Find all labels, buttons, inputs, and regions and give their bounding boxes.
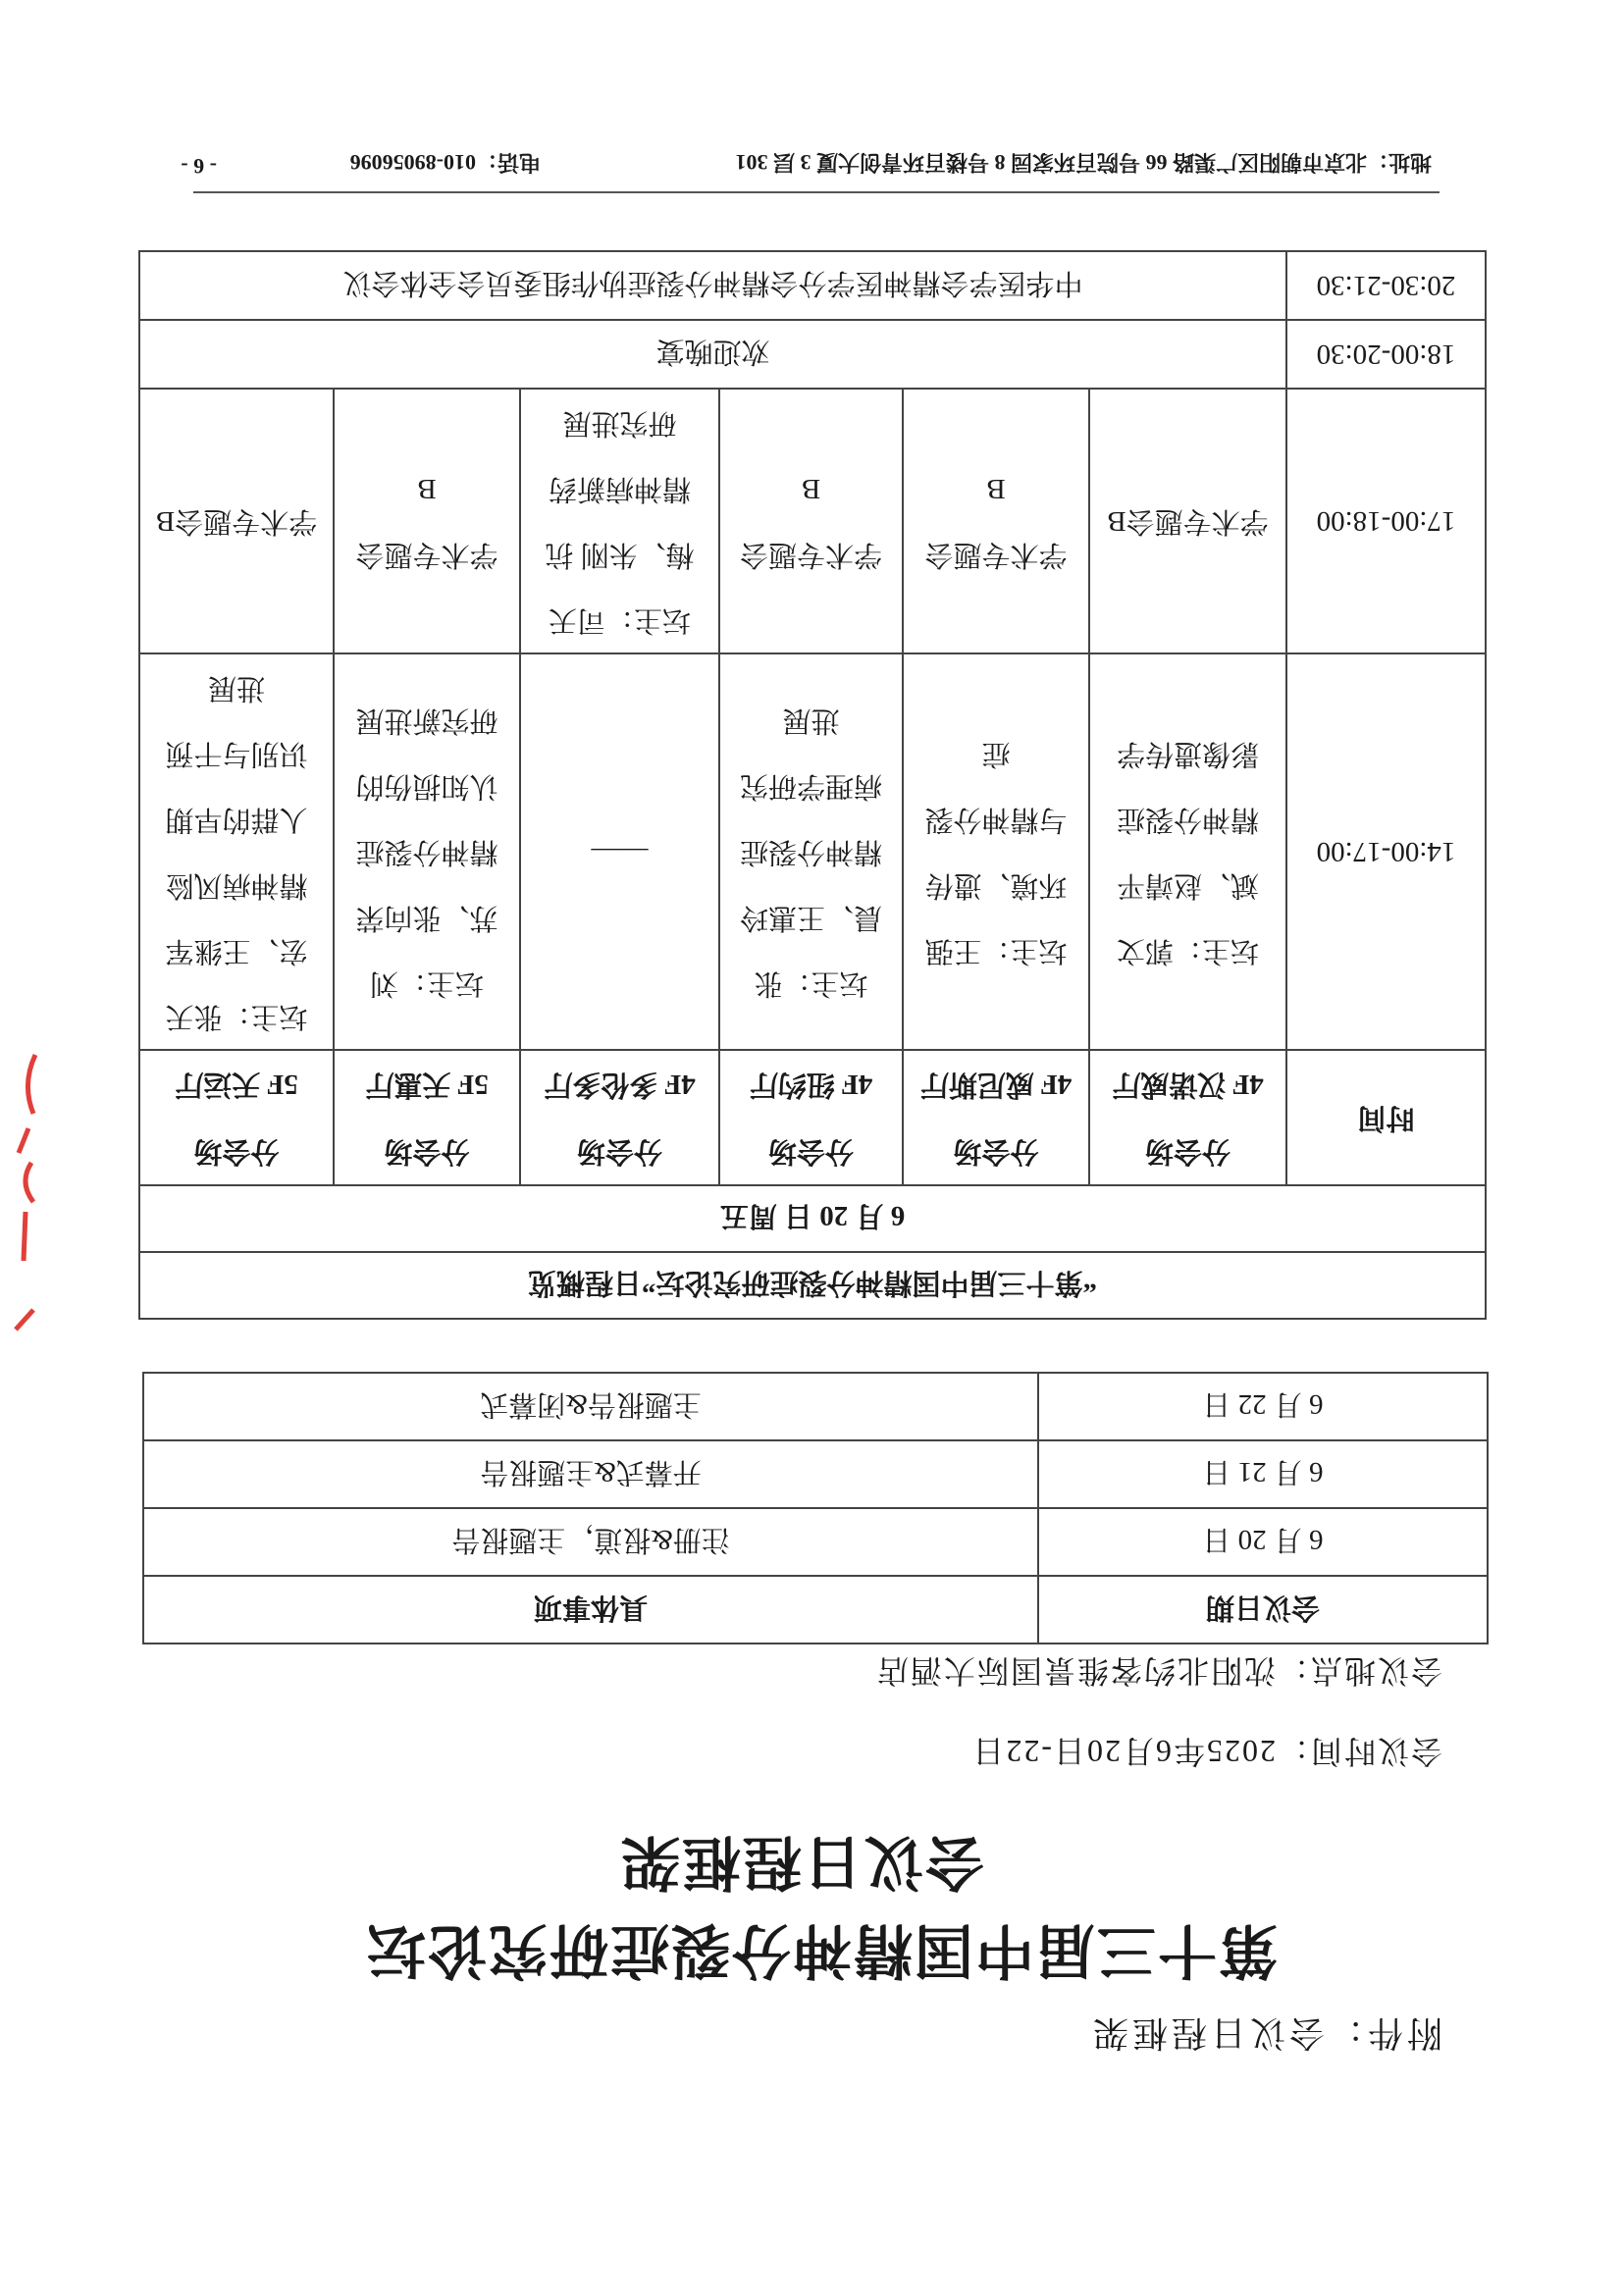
venue-header: 分会场 4F 汉诺威厅 <box>1089 1050 1286 1185</box>
item-cell: 主题报告&闭幕式 <box>143 1373 1038 1440</box>
footer-address: 地址：北京市朝阳区广渠路 66 号院百环家园 8 号楼百环青创大厦 3 层 301 <box>735 150 1432 175</box>
time-header: 时间 <box>1286 1050 1486 1185</box>
page-number: - 6 - <box>181 154 217 179</box>
table-row <box>143 1373 1488 1440</box>
event-cell: 中华医学会精神医学分会精神分裂症协作组委员会全体会议 <box>139 251 1286 320</box>
time-cell: 14:00-17:00 <box>1286 653 1486 1050</box>
schedule-row <box>139 251 1486 320</box>
venue-header: 分会场 4F 多伦多厅 <box>520 1050 719 1185</box>
session-cell: 学术专题会B <box>1089 389 1286 653</box>
session-cell: 坛主：郭文斌、赵靖平 精神分裂症影像遗传学 <box>1089 653 1286 1050</box>
document-title: 第十三届中国精神分裂症研究论坛 <box>365 1915 1278 1984</box>
session-cell: 学术专题会B <box>139 389 334 653</box>
schedule-table <box>138 250 1487 1320</box>
red-stamp-fragment <box>4 1045 43 1339</box>
schedule-date: 6 月 20 日 周五 <box>139 1185 1486 1252</box>
table-row <box>143 1440 1488 1508</box>
session-cell: 坛主：张晨、王惠玲 精神分裂症病理学研究进展 <box>719 653 903 1050</box>
header-date: 会议日期 <box>1038 1576 1488 1644</box>
meeting-place: 会议地点：沈阳北约客维景国际大酒店 <box>874 1653 1442 1689</box>
venue-header: 分会场 5F 天惠厅 <box>334 1050 520 1185</box>
schedule-title: “第十三届中国精神分裂症研究论坛”日程概览 <box>139 1252 1486 1319</box>
footer-phone: 电话：010-89056096 <box>349 150 541 175</box>
schedule-row <box>139 389 1486 653</box>
schedule-row <box>139 653 1486 1050</box>
meeting-time: 会议时间：2025年6月20日-22日 <box>970 1734 1442 1769</box>
session-cell: 坛主：王强 环境、遗传与精神分裂症 <box>903 653 1089 1050</box>
session-cell: 学术专题会B <box>903 389 1089 653</box>
venue-header: 分会场 4F 威尼斯厅 <box>903 1050 1089 1185</box>
item-cell: 注册&报道，主题报告 <box>143 1508 1038 1576</box>
table-row <box>143 1508 1488 1576</box>
time-cell: 18:00-20:30 <box>1286 320 1486 389</box>
session-cell: —— <box>520 653 719 1050</box>
date-cell: 6 月 22 日 <box>1038 1373 1488 1440</box>
table-header-row <box>143 1576 1488 1644</box>
date-cell: 6 月 20 日 <box>1038 1508 1488 1576</box>
document-subtitle: 会议日程框架 <box>619 1827 984 1896</box>
venue-header-row <box>139 1050 1486 1185</box>
session-cell: 坛主：司天梅、朱刚 抗精神病新药研究进展 <box>520 389 719 653</box>
venue-header: 分会场 4F 纽约厅 <box>719 1050 903 1185</box>
header-item: 具体事项 <box>143 1576 1038 1644</box>
event-cell: 欢迎晚宴 <box>139 320 1286 389</box>
session-cell: 坛主：张天宏、王继军 精神病风险人群的早期识别与干预进展 <box>139 653 334 1050</box>
time-cell: 20:30-21:30 <box>1286 251 1486 320</box>
item-cell: 开幕式&主题报告 <box>143 1440 1038 1508</box>
time-cell: 17:00-18:00 <box>1286 389 1486 653</box>
session-cell: 学术专题会B <box>719 389 903 653</box>
attachment-label: 附件：会议日程框架 <box>1088 2013 1442 2053</box>
venue-header: 分会场 5F 天运厅 <box>139 1050 334 1185</box>
footer-divider <box>193 191 1440 193</box>
schedule-row <box>139 320 1486 389</box>
session-cell: 坛主：刘苏、张向荣 精神分裂症认知损伤的研究新进展 <box>334 653 520 1050</box>
session-cell: 学术专题会B <box>334 389 520 653</box>
summary-table <box>142 1372 1489 1644</box>
date-cell: 6 月 21 日 <box>1038 1440 1488 1508</box>
